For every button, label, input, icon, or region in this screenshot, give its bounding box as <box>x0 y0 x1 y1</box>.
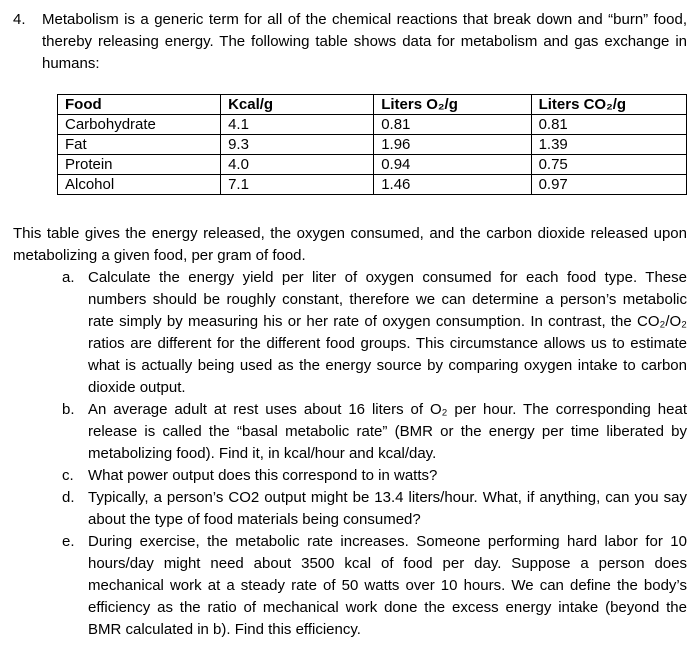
subpart-b-label: b. <box>62 401 75 418</box>
metabolism-table <box>57 94 687 195</box>
subpart-c-text: What power output does this correspond to in watts? <box>88 467 438 484</box>
subpart-a-text: Calculate the energy yield per liter of oxygen consumed for each food type. These numbers should be roughly constant, therefore we can determine a person’s metabolic rate simply by measuring his or her rate of oxygen consumption. In contrast, the CO₂/O₂ ratios are different for the different food groups. This circumstance allows us to estimate what is actually being used as the energy source by comparing oxygen intake to carbon dioxide output. <box>88 269 687 396</box>
subpart-c <box>13 465 687 487</box>
cell-food: Carbohydrate <box>58 115 221 135</box>
after-table-paragraph: This table gives the energy released, the oxygen consumed, and the carbon dioxide released upon metabolizing a given food, per gram of food. <box>13 225 687 264</box>
problem-intro-paragraph: Metabolism is a generic term for all of the chemical reactions that break down and “burn” food, thereby releasing energy. The following table shows data for metabolism and gas exchange in humans: <box>42 11 687 72</box>
table-header-kcal-per-g: Kcal/g <box>221 95 374 115</box>
cell-o2: 0.81 <box>374 115 531 135</box>
subpart-b-text: An average adult at rest uses about 16 liters of O₂ per hour. The corresponding heat release is called the “basal metabolic rate” (BMR or the energy per time liberated by metabolizing food). Find it, in kcal/hour and kcal/day. <box>88 401 687 462</box>
cell-o2: 1.46 <box>374 175 531 195</box>
subpart-d <box>13 487 687 531</box>
problem-4 <box>13 9 687 75</box>
cell-o2: 0.94 <box>374 155 531 175</box>
table-header-liters-o2-per-g: Liters O₂/g <box>374 95 531 115</box>
subpart-e-label: e. <box>62 533 75 550</box>
cell-kcal: 4.1 <box>221 115 374 135</box>
subpart-e <box>13 531 687 641</box>
cell-kcal: 7.1 <box>221 175 374 195</box>
cell-co2: 0.75 <box>531 155 686 175</box>
cell-co2: 0.81 <box>531 115 686 135</box>
table-row-carbohydrate <box>58 115 687 135</box>
table-header-liters-co2-per-g: Liters CO₂/g <box>531 95 686 115</box>
table-row-fat <box>58 135 687 155</box>
subpart-e-text: During exercise, the metabolic rate increases. Someone performing hard labor for 10 hours/day might need about 3500 kcal of food per day. Suppose a person does mechanical work at a steady rate of 50 watts over 10 hours. We can define the body’s efficiency as the ratio of mechanical work done the excess energy intake (beyond the BMR calculated in b). Find this efficiency. <box>88 533 687 638</box>
subpart-d-text: Typically, a person’s CO2 output might be 13.4 liters/hour. What, if anything, can you say about the type of food materials being consumed? <box>88 489 687 528</box>
table-header-row <box>58 95 687 115</box>
subpart-a-label: a. <box>62 269 75 286</box>
cell-o2: 1.96 <box>374 135 531 155</box>
subpart-c-label: c. <box>62 467 74 484</box>
subpart-a <box>13 267 687 399</box>
cell-co2: 0.97 <box>531 175 686 195</box>
table-row-protein <box>58 155 687 175</box>
metabolism-table-wrapper <box>57 94 687 195</box>
cell-co2: 1.39 <box>531 135 686 155</box>
table-header-food: Food <box>58 95 221 115</box>
cell-food: Alcohol <box>58 175 221 195</box>
subpart-b <box>13 399 687 465</box>
problem-number: 4. <box>13 11 26 28</box>
table-row-alcohol <box>58 175 687 195</box>
cell-kcal: 9.3 <box>221 135 374 155</box>
cell-food: Protein <box>58 155 221 175</box>
subpart-d-label: d. <box>62 489 75 506</box>
cell-kcal: 4.0 <box>221 155 374 175</box>
cell-food: Fat <box>58 135 221 155</box>
